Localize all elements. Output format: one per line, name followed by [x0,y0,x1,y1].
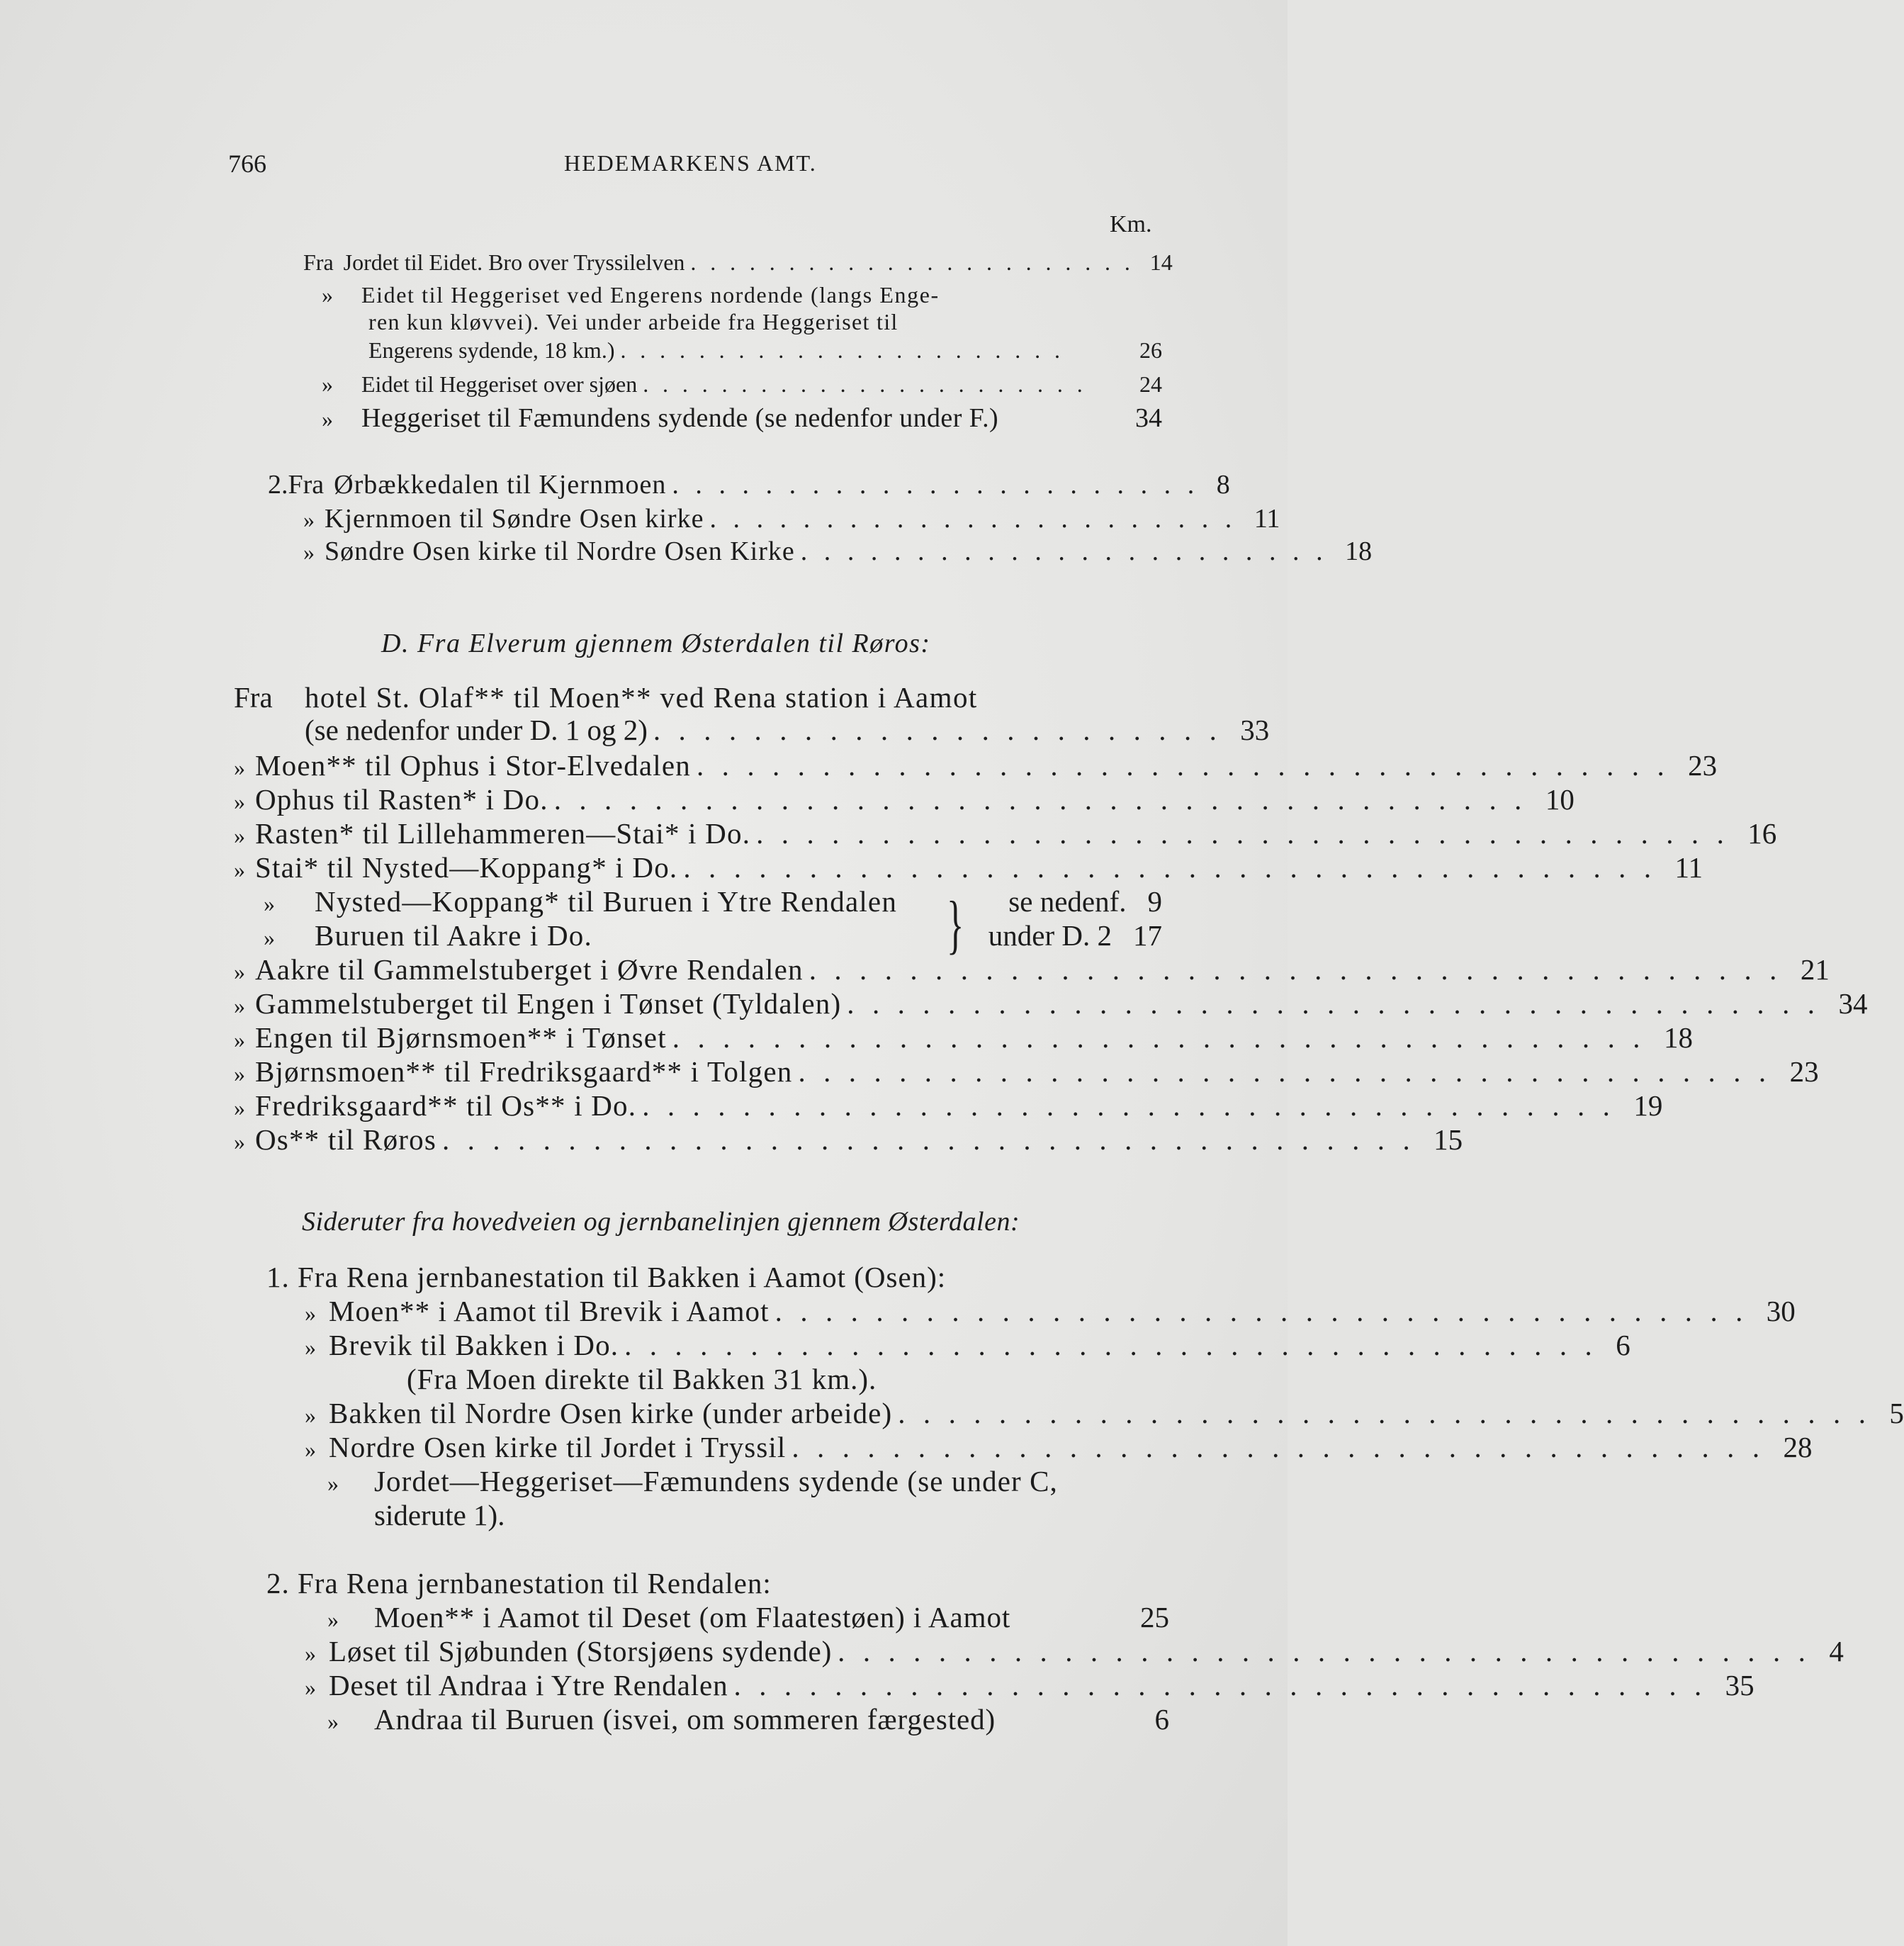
entry-km: 14 [1149,249,1173,275]
dot-leader: ....................................... [792,1431,1778,1463]
entry-text: Gammelstuberget til Engen i Tønset (Tyldalen) [255,987,842,1020]
entry-text: Jordet til Eidet. Bro over Tryssilelven [343,249,685,275]
page-number: 766 [228,150,266,178]
route-entry [305,1464,1162,1498]
route-entry [234,918,1162,952]
entry-km: 17 [1133,919,1162,952]
entry-km: 23 [1688,749,1718,782]
route-entry [234,952,1830,986]
dot-leader: ....................................... [733,1669,1720,1702]
entry-km: 5 [1889,1397,1904,1429]
dot-leader: ....................................... [696,749,1683,782]
entry-prefix: Fra [234,681,273,714]
ditto-mark: » [305,1436,316,1462]
running-title: HEDEMARKENS AMT. [564,150,817,176]
route-entry [268,469,1230,500]
dot-leader: ....................................... [838,1635,1824,1667]
entry-text-continued: siderute 1). [374,1499,505,1531]
ditto-mark: » [234,1129,245,1154]
entry-text: Eidet til Heggeriset ved Engerens nordende (langs Enge- [361,282,940,308]
ditto-mark: » [234,857,245,882]
route-entry [305,1634,1844,1668]
entry-km: 10 [1545,783,1575,816]
route-entry [303,371,1162,398]
entry-text: Bjørnsmoen** til Fredriksgaard** i Tolgen [255,1055,793,1088]
entry-km: 24 [1139,371,1162,397]
route-entry [234,884,1162,918]
entry-km: 8 [1216,470,1230,500]
side-routes-heading: Sideruter fra hovedveien og jernbanelinjen gjennem Østerdalen: [302,1207,1020,1237]
route-entry-end [305,713,1270,747]
entry-text: Moen** til Ophus i Stor-Elvedalen [255,749,691,782]
entry-text: Søndre Osen kirke til Nordre Osen Kirke [325,536,795,566]
entry-text: Aakre til Gammelstuberget i Øvre Rendalen [255,953,804,986]
ditto-mark: » [305,1334,316,1360]
ditto-mark: » [305,1402,316,1428]
entry-text: Løset til Sjøbunden (Storsjøens sydende) [329,1635,833,1667]
route-entry [305,1600,1169,1634]
entry-text: Moen** i Aamot til Brevik i Aamot [329,1295,770,1327]
route-entry [234,680,1162,714]
route-entry [303,282,1162,308]
entry-text: Nysted—Koppang* til Buruen i Ytre Rendalen [315,885,898,918]
entry-km: 11 [1674,851,1703,884]
dot-leader: ....................................... [809,953,1795,986]
entry-note: se nedenf. [1008,885,1127,918]
entry-km: 35 [1725,1669,1754,1702]
ditto-mark: » [322,406,333,432]
entry-km: 15 [1433,1123,1463,1156]
entry-text: hotel St. Olaf** til Moen** ved Rena station i Aamot [305,681,978,714]
entry-text-continued: (se nedenfor under D. 1 og 2) [305,714,648,746]
entry-text: Os** til Røros [255,1123,436,1156]
route-entry [305,1668,1754,1702]
route-entry [234,850,1703,884]
dot-leader: ....................................... [898,1397,1884,1429]
dot-leader: ....................................... [774,1295,1761,1327]
route-entry [234,816,1777,850]
ditto-mark: » [234,823,245,848]
entry-km: 4 [1829,1635,1844,1667]
ditto-mark: » [264,891,275,916]
ditto-mark: » [234,993,245,1018]
ditto-mark: » [303,539,315,565]
entry-text: Fredriksgaard** til Os** i Do. [255,1089,637,1122]
route-entry [234,782,1575,816]
route-entry [303,503,1280,534]
dot-leader: ....................... [672,470,1211,500]
km-column-label: Km. [1110,211,1152,237]
entry-prefix: Fra [303,249,334,275]
entry-text: Rasten* til Lillehammeren—Stai* i Do. [255,817,751,850]
side-route-title: 1. Fra Rena jernbanestation til Bakken i Aamot (Osen): [266,1261,947,1293]
route-entry [234,986,1868,1020]
dot-leader: ....................................... [642,1089,1628,1122]
entry-text: Eidet til Heggeriset over sjøen [361,371,638,397]
entry-km: 19 [1633,1089,1663,1122]
entry-km: 34 [1838,987,1868,1020]
ditto-mark: » [264,925,275,950]
route-entry [305,1294,1796,1328]
ditto-mark: » [234,1061,245,1086]
entry-km: 34 [1135,403,1162,433]
route-entry-end [368,337,1162,364]
entry-text: Brevik til Bakken i Do. [329,1329,619,1361]
route-entry [305,1430,1813,1464]
entry-text: Moen** i Aamot til Deset (om Flaatestøen) i Aamot [374,1601,1011,1633]
dot-leader: ....................................... [553,783,1540,816]
entry-text: Buruen til Aakre i Do. [315,919,592,952]
dot-leader: ....................... [653,714,1235,746]
route-number: 2. [268,470,288,500]
route-entry [234,1054,1819,1089]
entry-km: 30 [1766,1295,1796,1327]
entry-text-continued: Engerens sydende, 18 km.) [368,337,615,363]
entry-km: 16 [1747,817,1777,850]
ditto-mark: » [303,507,315,532]
ditto-mark: » [327,1607,339,1632]
dot-leader: ....................................... [683,851,1669,884]
dot-leader: ....................... [620,337,1074,363]
entry-text: Heggeriset til Fæmundens sydende (se nedenfor under F.) [361,403,999,433]
entry-km: 18 [1345,536,1373,566]
dot-leader: ....................... [643,371,1097,397]
entry-text: Andraa til Buruen (isvei, om sommeren færgested) [374,1703,996,1736]
ditto-mark: » [322,282,333,308]
ditto-mark: » [234,755,245,780]
ditto-mark: » [327,1470,339,1496]
entry-text-continued: ren kun kløvvei). Vei under arbeide fra Heggeriset til [368,309,899,334]
entry-km: 33 [1240,714,1270,746]
entry-km: 6 [1154,1703,1169,1736]
entry-text: Jordet—Heggeriset—Fæmundens sydende (se under C, [374,1465,1058,1497]
entry-km: 18 [1663,1021,1693,1054]
ditto-mark: » [305,1675,316,1700]
dot-leader: ....................................... [847,987,1833,1020]
entry-km: 23 [1789,1055,1819,1088]
route-entry [303,536,1373,567]
route-entry [234,1089,1663,1123]
route-entry [234,1020,1693,1054]
dot-leader: ....................... [690,249,1144,275]
entry-km: 28 [1783,1431,1813,1463]
entry-note: (Fra Moen direkte til Bakken 31 km.). [407,1363,877,1395]
dot-leader: ....................... [800,536,1340,566]
route-entry [303,249,1173,276]
route-entry [234,748,1718,782]
dot-leader: ....................... [709,504,1249,534]
entry-km: 21 [1800,953,1830,986]
entry-km: 6 [1616,1329,1630,1361]
ditto-mark: » [234,1095,245,1120]
route-entry [305,1328,1630,1362]
entry-text: Kjernmoen til Søndre Osen kirke [325,504,704,534]
entry-text: Nordre Osen kirke til Jordet i Tryssil [329,1431,787,1463]
entry-km: 25 [1140,1601,1169,1633]
ditto-mark: » [327,1709,339,1734]
dot-leader: ....................................... [624,1329,1611,1361]
dot-leader: ....................................... [442,1123,1429,1156]
ditto-mark: » [322,371,333,397]
route-entry [305,1702,1169,1736]
route-entry [305,1396,1904,1430]
entry-km: 11 [1254,504,1280,534]
dot-leader: ....................................... [672,1021,1658,1054]
entry-text: Ophus til Rasten* i Do. [255,783,548,816]
route-entry [303,403,1162,434]
ditto-mark: » [305,1300,316,1326]
entry-km: 26 [1139,337,1162,363]
entry-prefix: Fra [288,470,325,500]
ditto-mark: » [234,959,245,984]
side-route-title: 2. Fra Rena jernbanestation til Rendalen: [266,1567,772,1599]
route-entry [234,1123,1463,1157]
ditto-mark: » [234,1027,245,1052]
entry-text: Stai* til Nysted—Koppang* i Do. [255,851,678,884]
ditto-mark: » [234,789,245,814]
entry-text: Ørbækkedalen til Kjernmoen [334,470,667,500]
ditto-mark: » [305,1641,316,1666]
entry-km: 9 [1147,885,1162,918]
section-heading: D. Fra Elverum gjennem Østerdalen til Røros: [381,629,931,658]
dot-leader: ....................................... [756,817,1742,850]
entry-text: Bakken til Nordre Osen kirke (under arbeide) [329,1397,893,1429]
entry-note: under D. 2 [988,919,1112,952]
grouping-brace: } [946,888,964,960]
entry-text: Engen til Bjørnsmoen** i Tønset [255,1021,667,1054]
dot-leader: ....................................... [798,1055,1784,1088]
entry-text: Deset til Andraa i Ytre Rendalen [329,1669,728,1702]
